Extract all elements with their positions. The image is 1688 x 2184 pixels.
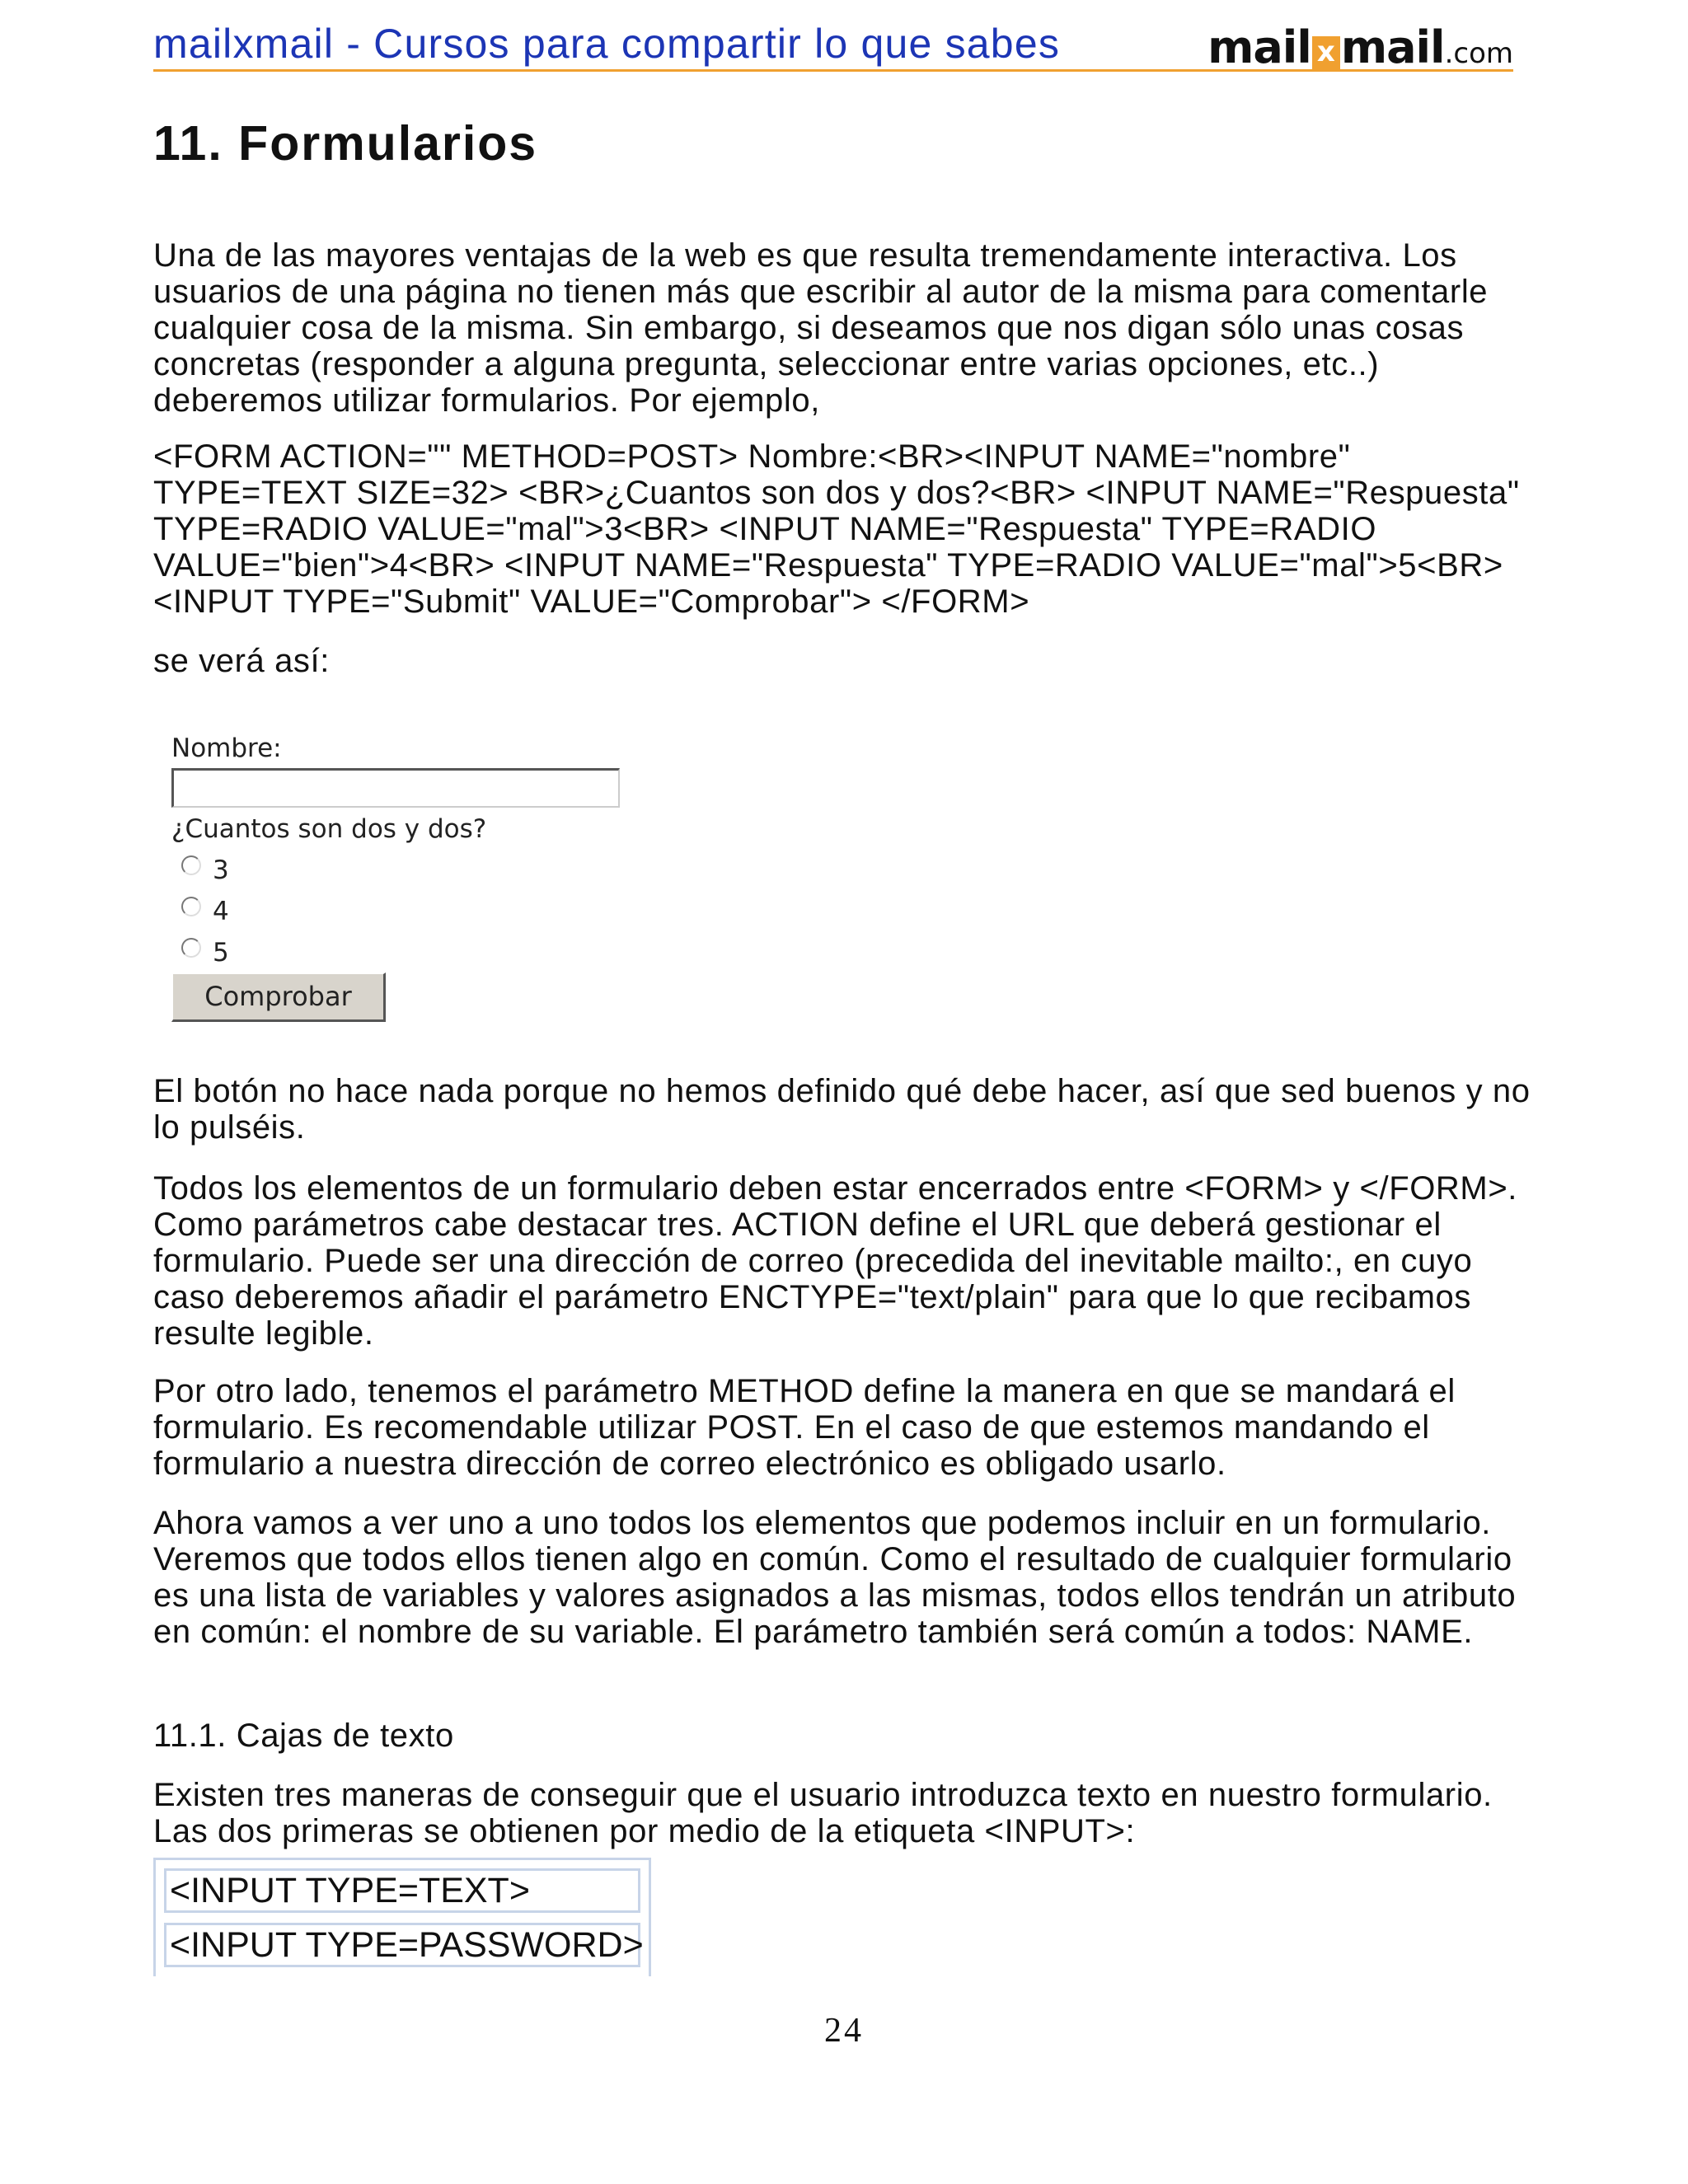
input-types-table [153, 1858, 651, 1976]
comprobar-button[interactable]: Comprobar [171, 972, 386, 1022]
method-paragraph: Por otro lado, tenemos el parámetro METHOD define la manera en que se mandará el formulario. Es recomendable utilizar POST. En el caso de que estemos mandando el formulario a nuestra dirección de correo electrónico es obligado usarlo. [153, 1373, 1456, 1482]
radio-button[interactable] [181, 855, 201, 875]
demo-form [171, 733, 633, 1030]
page-content [153, 115, 1538, 1849]
name-label: Nombre: [171, 733, 282, 763]
input-type-text-cell: <INPUT TYPE=TEXT> [164, 1868, 640, 1913]
radio-button[interactable] [181, 938, 201, 958]
mailxmail-logo: mail x mail.com [1207, 21, 1513, 73]
radio-label: 3 [213, 855, 229, 885]
form-tags-paragraph: Todos los elementos de un formulario deben estar encerrados entre <FORM> y </FORM>. Como parámetros cabe destacar tres. ACTION define el URL que deberá gestionar el formulario. Puede ser una dirección de correo (precedida del inevitable mailto:, en cuyo caso deberemos añadir el parámetro ENCTYPE="text/plain" para que lo que recibamos resulte legible. [153, 1170, 1518, 1352]
radio-label: 4 [213, 897, 229, 926]
page-header [153, 15, 1513, 72]
elements-paragraph: Ahora vamos a ver uno a uno todos los elementos que podemos incluir en un formulario. Veremos que todos ellos tienen algo en común. Como el resultado de cualquier formulario es una lista de variables y valores asignados a las mismas, todos ellos tendrán un atributo en común: el nombre de su variable. El parámetro también será común a todos: NAME. [153, 1505, 1517, 1650]
input-type-password-cell: <INPUT TYPE=PASSWORD> [164, 1923, 640, 1967]
text-input-paragraph: Existen tres maneras de conseguir que el usuario introduzca texto en nuestro formulario. Las dos primeras se obtienen por medio de la etiqueta <INPUT>: [153, 1777, 1493, 1849]
se-vera-paragraph: se verá así: [153, 643, 330, 679]
intro-paragraph: Una de las mayores ventajas de la web es que resulta tremendamente interactiva. Los usuarios de una página no tienen más que escribir al autor de la misma para comentarle cualquier cosa de la misma. Sin embargo, si deseamos que nos digan sólo unas cosas concretas (responder a alguna pregunta, seleccionar entre varias opciones, etc..) deberemos utilizar formularios. Por ejemplo, [153, 237, 1489, 419]
page-number: 24 [824, 2012, 864, 2050]
subsection-heading: 11.1. Cajas de texto [153, 1718, 454, 1754]
code-example: <FORM ACTION="" METHOD=POST> Nombre:<BR><INPUT NAME="nombre" TYPE=TEXT SIZE=32> <BR>¿Cuantos son dos y dos?<BR> <INPUT NAME="Respuesta" TYPE=RADIO VALUE="mal">3<BR> <INPUT NAME="Respuesta" TYPE=RADIO VALUE="bien">4<BR> <INPUT NAME="Respuesta" TYPE=RADIO VALUE="mal">5<BR> <INPUT TYPE="Submit" VALUE="Comprobar"> </FORM> [153, 438, 1520, 620]
radio-button[interactable] [181, 897, 201, 916]
name-input[interactable] [171, 768, 620, 808]
header-title: mailxmail - Cursos para compartir lo que sabes [153, 21, 1061, 67]
question-label: ¿Cuantos son dos y dos? [171, 814, 487, 844]
section-heading: 11. Formularios [153, 116, 538, 171]
radio-label: 5 [213, 938, 229, 968]
boton-paragraph: El botón no hace nada porque no hemos definido qué debe hacer, así que sed buenos y no lo pulséis. [153, 1073, 1531, 1146]
